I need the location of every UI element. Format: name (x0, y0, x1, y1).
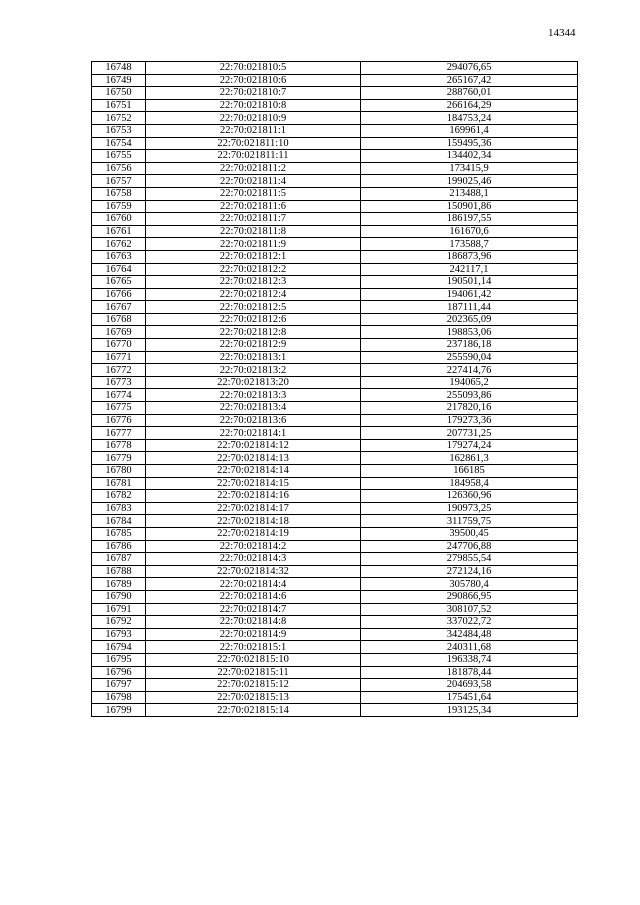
table-row (92, 376, 578, 389)
table-row (92, 477, 578, 490)
row-number-cell: 16778 (92, 439, 146, 452)
value-cell: 173588,7 (361, 238, 578, 251)
cadastral-number-cell: 22:70:021814:15 (146, 477, 361, 490)
value-cell: 159495,36 (361, 137, 578, 150)
row-number-cell: 16792 (92, 616, 146, 629)
row-number-cell: 16794 (92, 641, 146, 654)
value-cell: 186197,55 (361, 213, 578, 226)
row-number-cell: 16796 (92, 666, 146, 679)
row-number-cell: 16763 (92, 250, 146, 263)
value-cell: 294076,65 (361, 62, 578, 75)
row-number-cell: 16798 (92, 691, 146, 704)
value-cell: 179274,24 (361, 439, 578, 452)
value-cell: 126360,96 (361, 490, 578, 503)
value-cell: 240311,68 (361, 641, 578, 654)
cadastral-number-cell: 22:70:021813:2 (146, 364, 361, 377)
table-row (92, 162, 578, 175)
value-cell: 134402,34 (361, 150, 578, 163)
value-cell: 204693,58 (361, 679, 578, 692)
table-row (92, 250, 578, 263)
value-cell: 39500,45 (361, 527, 578, 540)
value-cell: 290866,95 (361, 590, 578, 603)
table-row (92, 213, 578, 226)
table-row (92, 389, 578, 402)
cadastral-number-cell: 22:70:021814:2 (146, 540, 361, 553)
value-cell: 161670,6 (361, 225, 578, 238)
row-number-cell: 16793 (92, 628, 146, 641)
registry-table-body (92, 62, 578, 717)
row-number-cell: 16777 (92, 427, 146, 440)
table-row (92, 150, 578, 163)
row-number-cell: 16772 (92, 364, 146, 377)
value-cell: 187111,44 (361, 301, 578, 314)
cadastral-number-cell: 22:70:021812:2 (146, 263, 361, 276)
row-number-cell: 16766 (92, 288, 146, 301)
row-number-cell: 16775 (92, 402, 146, 415)
value-cell: 255093,86 (361, 389, 578, 402)
value-cell: 162861,3 (361, 452, 578, 465)
value-cell: 308107,52 (361, 603, 578, 616)
value-cell: 150901,86 (361, 200, 578, 213)
table-row (92, 679, 578, 692)
row-number-cell: 16781 (92, 477, 146, 490)
row-number-cell: 16776 (92, 414, 146, 427)
row-number-cell: 16756 (92, 162, 146, 175)
row-number-cell: 16795 (92, 653, 146, 666)
table-row (92, 351, 578, 364)
value-cell: 227414,76 (361, 364, 578, 377)
table-row (92, 439, 578, 452)
row-number-cell: 16748 (92, 62, 146, 75)
cadastral-number-cell: 22:70:021815:10 (146, 653, 361, 666)
value-cell: 202365,09 (361, 313, 578, 326)
value-cell: 193125,34 (361, 704, 578, 717)
cadastral-number-cell: 22:70:021814:3 (146, 553, 361, 566)
row-number-cell: 16779 (92, 452, 146, 465)
row-number-cell: 16760 (92, 213, 146, 226)
row-number-cell: 16750 (92, 87, 146, 100)
value-cell: 194061,42 (361, 288, 578, 301)
table-row (92, 553, 578, 566)
table-row (92, 641, 578, 654)
table-row (92, 628, 578, 641)
value-cell: 196338,74 (361, 653, 578, 666)
row-number-cell: 16785 (92, 527, 146, 540)
row-number-cell: 16790 (92, 590, 146, 603)
table-row (92, 402, 578, 415)
row-number-cell: 16761 (92, 225, 146, 238)
row-number-cell: 16786 (92, 540, 146, 553)
table-row (92, 653, 578, 666)
cadastral-number-cell: 22:70:021815:11 (146, 666, 361, 679)
table-row (92, 427, 578, 440)
row-number-cell: 16784 (92, 515, 146, 528)
table-row (92, 288, 578, 301)
row-number-cell: 16789 (92, 578, 146, 591)
cadastral-number-cell: 22:70:021814:16 (146, 490, 361, 503)
table-row (92, 515, 578, 528)
cadastral-number-cell: 22:70:021811:6 (146, 200, 361, 213)
value-cell: 175451,64 (361, 691, 578, 704)
row-number-cell: 16759 (92, 200, 146, 213)
table-row (92, 452, 578, 465)
cadastral-number-cell: 22:70:021813:4 (146, 402, 361, 415)
cadastral-number-cell: 22:70:021814:18 (146, 515, 361, 528)
cadastral-number-cell: 22:70:021814:14 (146, 465, 361, 478)
table-row (92, 326, 578, 339)
value-cell: 266164,29 (361, 99, 578, 112)
cadastral-number-cell: 22:70:021811:10 (146, 137, 361, 150)
cadastral-number-cell: 22:70:021815:12 (146, 679, 361, 692)
table-row (92, 263, 578, 276)
value-cell: 184753,24 (361, 112, 578, 125)
value-cell: 265167,42 (361, 74, 578, 87)
value-cell: 255590,04 (361, 351, 578, 364)
table-row (92, 175, 578, 188)
value-cell: 272124,16 (361, 565, 578, 578)
table-row (92, 99, 578, 112)
table-row (92, 465, 578, 478)
cadastral-number-cell: 22:70:021810:5 (146, 62, 361, 75)
table-row (92, 313, 578, 326)
cadastral-number-cell: 22:70:021814:19 (146, 527, 361, 540)
cadastral-number-cell: 22:70:021814:1 (146, 427, 361, 440)
value-cell: 311759,75 (361, 515, 578, 528)
value-cell: 179273,36 (361, 414, 578, 427)
value-cell: 242117,1 (361, 263, 578, 276)
cadastral-number-cell: 22:70:021814:7 (146, 603, 361, 616)
cadastral-number-cell: 22:70:021814:8 (146, 616, 361, 629)
value-cell: 337022,72 (361, 616, 578, 629)
table-row (92, 540, 578, 553)
value-cell: 279855,54 (361, 553, 578, 566)
value-cell: 207731,25 (361, 427, 578, 440)
row-number-cell: 16752 (92, 112, 146, 125)
value-cell: 237186,18 (361, 339, 578, 352)
table-row (92, 364, 578, 377)
cadastral-number-cell: 22:70:021811:1 (146, 124, 361, 137)
value-cell: 217820,16 (361, 402, 578, 415)
cadastral-number-cell: 22:70:021815:14 (146, 704, 361, 717)
row-number-cell: 16764 (92, 263, 146, 276)
table-row (92, 187, 578, 200)
cadastral-number-cell: 22:70:021814:12 (146, 439, 361, 452)
table-row (92, 339, 578, 352)
table-row (92, 62, 578, 75)
cadastral-number-cell: 22:70:021811:7 (146, 213, 361, 226)
value-cell: 166185 (361, 465, 578, 478)
row-number-cell: 16780 (92, 465, 146, 478)
value-cell: 169961,4 (361, 124, 578, 137)
row-number-cell: 16753 (92, 124, 146, 137)
cadastral-number-cell: 22:70:021815:13 (146, 691, 361, 704)
table-row (92, 490, 578, 503)
table-row (92, 616, 578, 629)
cadastral-number-cell: 22:70:021814:32 (146, 565, 361, 578)
value-cell: 190973,25 (361, 502, 578, 515)
cadastral-number-cell: 22:70:021812:9 (146, 339, 361, 352)
value-cell: 198853,06 (361, 326, 578, 339)
row-number-cell: 16768 (92, 313, 146, 326)
row-number-cell: 16774 (92, 389, 146, 402)
page-number: 14344 (548, 27, 576, 39)
registry-table (91, 61, 578, 717)
value-cell: 342484,48 (361, 628, 578, 641)
value-cell: 184958,4 (361, 477, 578, 490)
cadastral-number-cell: 22:70:021811:11 (146, 150, 361, 163)
cadastral-number-cell: 22:70:021812:6 (146, 313, 361, 326)
row-number-cell: 16757 (92, 175, 146, 188)
row-number-cell: 16767 (92, 301, 146, 314)
value-cell: 194065,2 (361, 376, 578, 389)
table-row (92, 704, 578, 717)
cadastral-number-cell: 22:70:021813:1 (146, 351, 361, 364)
row-number-cell: 16773 (92, 376, 146, 389)
value-cell: 173415,9 (361, 162, 578, 175)
cadastral-number-cell: 22:70:021812:1 (146, 250, 361, 263)
cadastral-number-cell: 22:70:021811:9 (146, 238, 361, 251)
cadastral-number-cell: 22:70:021810:6 (146, 74, 361, 87)
table-row (92, 691, 578, 704)
table-row (92, 578, 578, 591)
row-number-cell: 16791 (92, 603, 146, 616)
cadastral-number-cell: 22:70:021812:8 (146, 326, 361, 339)
row-number-cell: 16797 (92, 679, 146, 692)
value-cell: 305780,4 (361, 578, 578, 591)
cadastral-number-cell: 22:70:021814:13 (146, 452, 361, 465)
table-row (92, 200, 578, 213)
row-number-cell: 16770 (92, 339, 146, 352)
cadastral-number-cell: 22:70:021812:3 (146, 276, 361, 289)
row-number-cell: 16754 (92, 137, 146, 150)
cadastral-number-cell: 22:70:021815:1 (146, 641, 361, 654)
cadastral-number-cell: 22:70:021811:4 (146, 175, 361, 188)
cadastral-number-cell: 22:70:021810:7 (146, 87, 361, 100)
row-number-cell: 16783 (92, 502, 146, 515)
row-number-cell: 16788 (92, 565, 146, 578)
cadastral-number-cell: 22:70:021813:6 (146, 414, 361, 427)
row-number-cell: 16782 (92, 490, 146, 503)
table-row (92, 666, 578, 679)
table-row (92, 74, 578, 87)
row-number-cell: 16751 (92, 99, 146, 112)
cadastral-number-cell: 22:70:021814:17 (146, 502, 361, 515)
value-cell: 186873,96 (361, 250, 578, 263)
cadastral-number-cell: 22:70:021811:5 (146, 187, 361, 200)
cadastral-number-cell: 22:70:021811:2 (146, 162, 361, 175)
cadastral-number-cell: 22:70:021811:8 (146, 225, 361, 238)
row-number-cell: 16765 (92, 276, 146, 289)
table-row (92, 527, 578, 540)
row-number-cell: 16758 (92, 187, 146, 200)
table-row (92, 414, 578, 427)
table-row (92, 276, 578, 289)
table-row (92, 603, 578, 616)
row-number-cell: 16799 (92, 704, 146, 717)
cadastral-number-cell: 22:70:021814:9 (146, 628, 361, 641)
value-cell: 213488,1 (361, 187, 578, 200)
row-number-cell: 16749 (92, 74, 146, 87)
row-number-cell: 16787 (92, 553, 146, 566)
table-row (92, 137, 578, 150)
table-row (92, 502, 578, 515)
row-number-cell: 16769 (92, 326, 146, 339)
table-row (92, 238, 578, 251)
table-row (92, 590, 578, 603)
table-row (92, 87, 578, 100)
value-cell: 181878,44 (361, 666, 578, 679)
cadastral-number-cell: 22:70:021814:4 (146, 578, 361, 591)
row-number-cell: 16755 (92, 150, 146, 163)
table-row (92, 124, 578, 137)
value-cell: 199025,46 (361, 175, 578, 188)
table-row (92, 565, 578, 578)
row-number-cell: 16771 (92, 351, 146, 364)
cadastral-number-cell: 22:70:021810:9 (146, 112, 361, 125)
cadastral-number-cell: 22:70:021813:3 (146, 389, 361, 402)
table-row (92, 112, 578, 125)
value-cell: 247706,88 (361, 540, 578, 553)
table-row (92, 225, 578, 238)
row-number-cell: 16762 (92, 238, 146, 251)
cadastral-number-cell: 22:70:021810:8 (146, 99, 361, 112)
cadastral-number-cell: 22:70:021814:6 (146, 590, 361, 603)
value-cell: 288760,01 (361, 87, 578, 100)
table-row (92, 301, 578, 314)
cadastral-number-cell: 22:70:021812:5 (146, 301, 361, 314)
cadastral-number-cell: 22:70:021812:4 (146, 288, 361, 301)
cadastral-number-cell: 22:70:021813:20 (146, 376, 361, 389)
value-cell: 190501,14 (361, 276, 578, 289)
